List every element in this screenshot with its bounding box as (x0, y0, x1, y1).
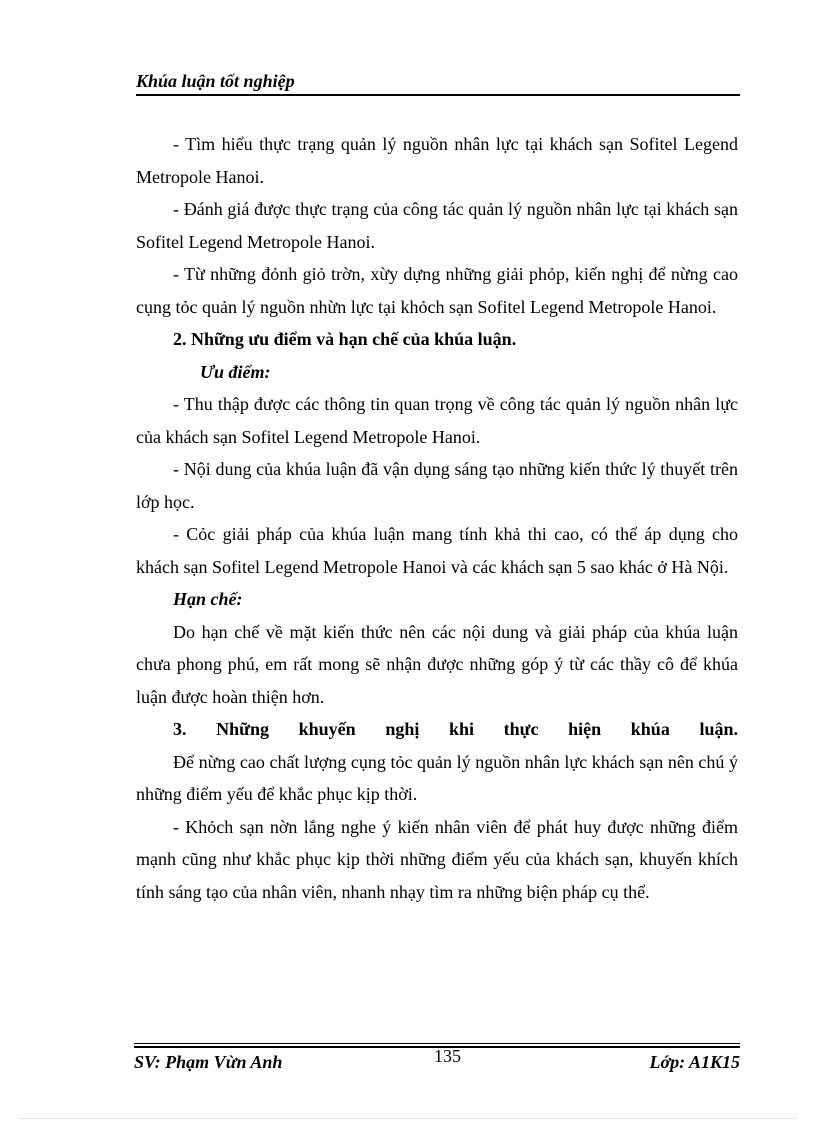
page-footer (134, 1043, 740, 1074)
advantages-heading: Ưu điểm: (200, 361, 271, 382)
advantage-item: - Nội dung của khúa luận đã vận dụng sáng tạo những kiến thức lý thuyết trên lớp học. (136, 459, 738, 512)
recommendation-item: Để nừng cao chất lượng cụng tỏc quản lý nguồn nhân lực khách sạn nên chú ý những điểm yếu để khắc phục kịp thời. (136, 751, 738, 804)
footer-class: Lớp: A1K15 (649, 1052, 740, 1072)
page-body (136, 128, 738, 908)
advantage-item: - Cỏc giải pháp của khúa luận mang tính khả thi cao, có thể áp dụng cho khách sạn Sofitel Legend Metropole Hanoi và các khách sạn 5 sao khác ở Hà Nội. (136, 524, 738, 577)
recommendation-item: - Khỏch sạn nờn lắng nghe ý kiến nhân viên để phát huy được những điểm mạnh cũng như khắc phục kịp thời những điểm yếu của khách sạn, khuyến khích tính sáng tạo của nhân viên, nhanh nhạy tìm ra những biện pháp cụ thể. (136, 816, 738, 902)
header-rule (136, 94, 740, 96)
limitations-heading: Hạn chế: (173, 589, 243, 609)
section-heading-2: 2. Những ưu điểm và hạn chế của khúa luận. (173, 329, 517, 349)
page-number: 135 (434, 1046, 461, 1066)
page-header (136, 70, 740, 96)
section-heading-3: 3. Những khuyến nghị khi thực hiện khúa luận. (173, 719, 738, 739)
body-paragraph: - Từ những đỏnh giỏ trờn, xừy dựng những giải phỏp, kiến nghị để nừng cao cụng tỏc quản lý nguồn nhừn lực tại khỏch sạn Sofitel Legend Metropole Hanoi. (136, 264, 738, 317)
footer-student: SV: Phạm Vừn Anh (134, 1052, 283, 1072)
body-paragraph: - Đánh giá được thực trạng của công tác quản lý nguồn nhân lực tại khách sạn Sofitel Legend Metropole Hanoi. (136, 199, 738, 252)
advantage-item: - Thu thập được các thông tin quan trọng về công tác quản lý nguồn nhân lực của khách sạn Sofitel Legend Metropole Hanoi. (136, 394, 738, 447)
body-paragraph: - Tìm hiểu thực trạng quản lý nguồn nhân lực tại khách sạn Sofitel Legend Metropole Hanoi. (136, 134, 738, 187)
footer-rule-thin (134, 1043, 740, 1044)
footer-row (134, 1048, 740, 1074)
limitations-paragraph: Do hạn chế về mặt kiến thức nên các nội dung và giải pháp của khúa luận chưa phong phú, em rất mong sẽ nhận được những góp ý từ các thầy cô để khúa luận được hoàn thiện hơn. (136, 621, 738, 707)
header-title: Khúa luận tốt nghiệp (136, 71, 295, 91)
page-edge-divider (20, 1118, 796, 1119)
